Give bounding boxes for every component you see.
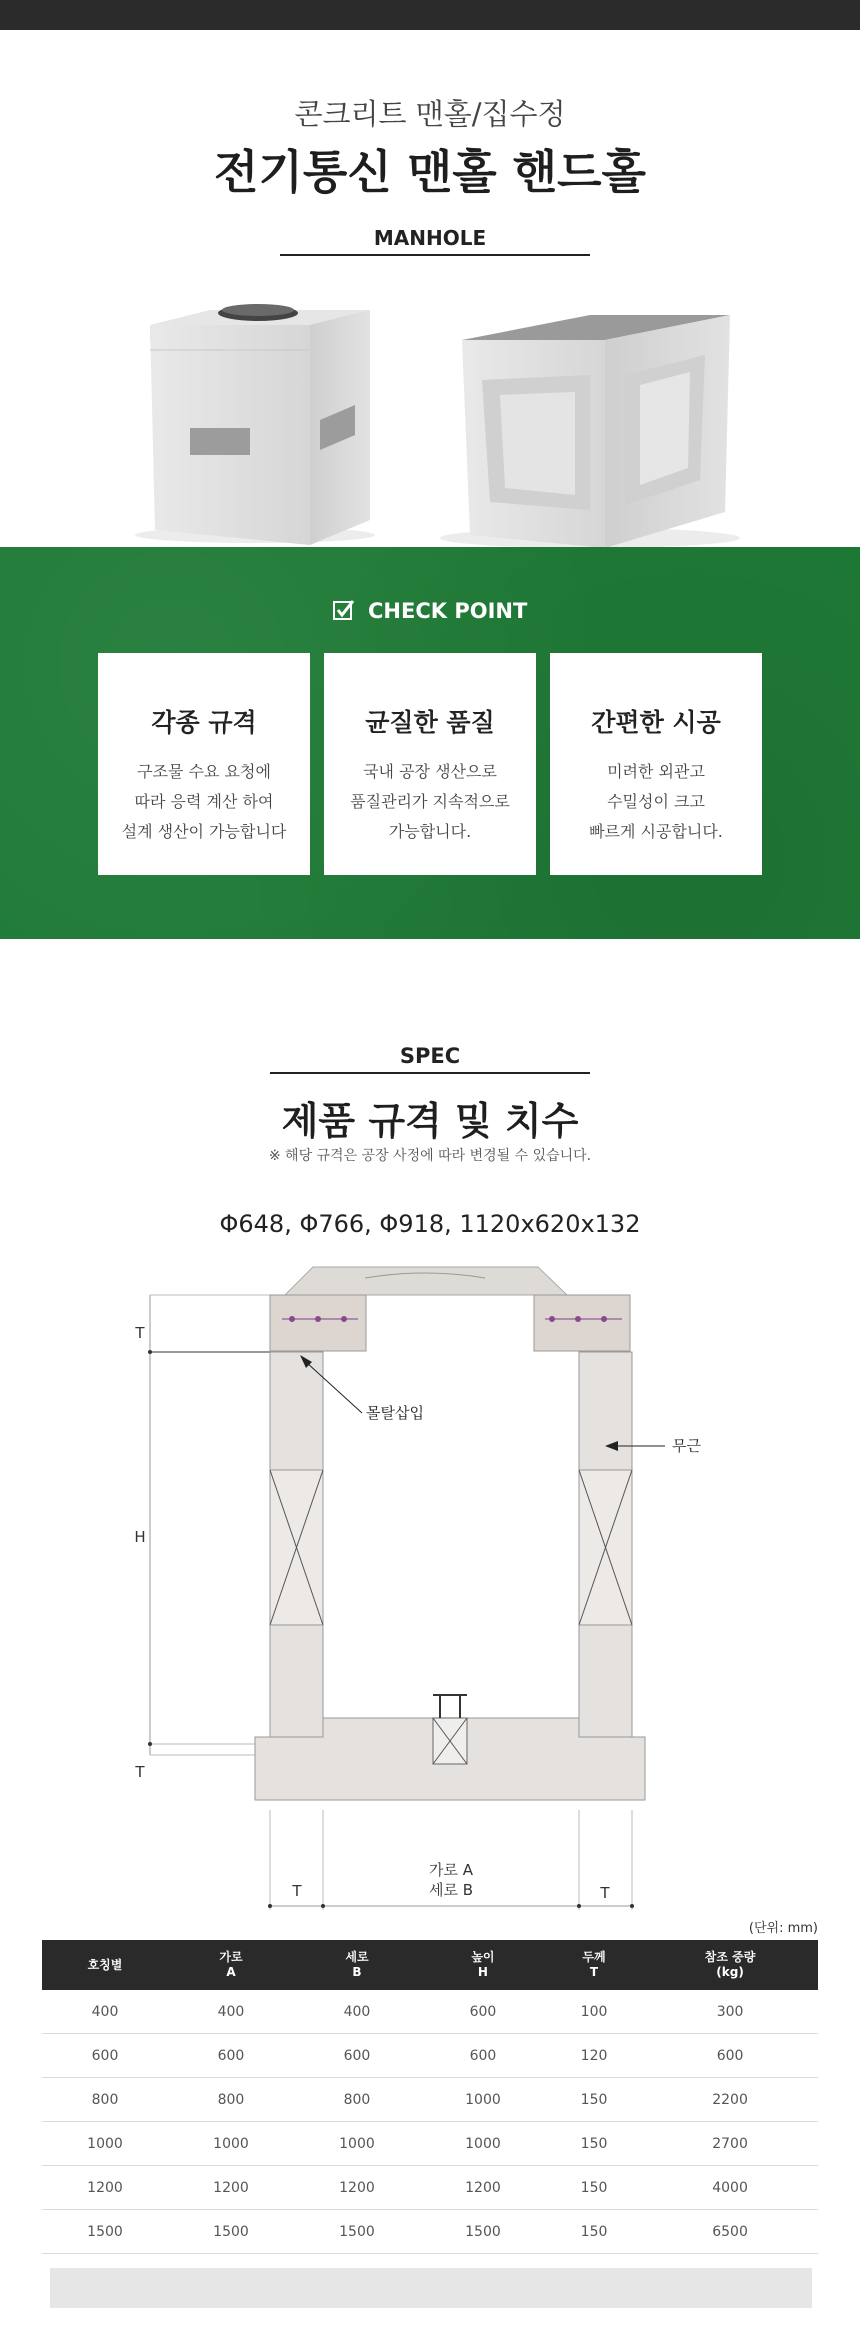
manhole-image-left — [135, 304, 375, 545]
table-cell: 120 — [546, 2034, 642, 2078]
table-cell: 600 — [642, 2034, 818, 2078]
check-card-text: 구조물 수요 요청에 따라 응력 계산 하여 설계 생산이 가능합니다 — [121, 762, 287, 841]
hero-label: MANHOLE — [373, 226, 487, 250]
spec-divider — [270, 1072, 590, 1074]
table-cell: 1000 — [168, 2122, 294, 2166]
check-card-text: 미려한 외관고 수밀성이 크고 빠르게 시공합니다. — [589, 762, 723, 841]
spec-title: 제품 규격 및 치수 — [281, 1099, 579, 1143]
check-card-title: 간편한 시공 — [591, 708, 721, 737]
check-point-title: CHECK POINT — [368, 599, 528, 623]
table-header: 두께 T — [546, 1940, 642, 1990]
table-cell: 600 — [420, 2034, 546, 2078]
table-cell: 400 — [42, 1990, 168, 2034]
manhole-image-right — [440, 315, 740, 548]
table-header: 가로 A — [168, 1940, 294, 1990]
table-cell: 1500 — [294, 2210, 420, 2254]
table-row — [42, 1990, 818, 2034]
dim-label-right-t: T — [600, 1884, 610, 1902]
table-cell: 1000 — [420, 2122, 546, 2166]
table-cell: 800 — [294, 2078, 420, 2122]
table-cell: 1200 — [294, 2166, 420, 2210]
table-row — [42, 2210, 818, 2254]
table-cell: 1000 — [294, 2122, 420, 2166]
spec-label: SPEC — [399, 1044, 461, 1068]
rebar-callout: 무근 — [672, 1437, 701, 1455]
mortar-callout: 몰탈삽입 — [366, 1404, 424, 1422]
check-card-1 — [98, 653, 310, 875]
check-card-3 — [550, 653, 762, 875]
check-card-2 — [324, 653, 536, 875]
check-card-title: 각종 규격 — [151, 708, 257, 737]
top-slab — [270, 1267, 630, 1351]
table-cell: 1200 — [420, 2166, 546, 2210]
table-cell: 1500 — [420, 2210, 546, 2254]
table-header: 참조 중량 (kg) — [642, 1940, 818, 1990]
table-cell: 100 — [546, 1990, 642, 2034]
spec-dimensions: Φ648, Φ766, Φ918, 1120x620x132 — [219, 1210, 641, 1238]
table-cell: 1200 — [168, 2166, 294, 2210]
manhole-section-diagram — [0, 1250, 860, 1915]
side-walls — [270, 1352, 632, 1737]
table-cell: 600 — [420, 1990, 546, 2034]
table-cell: 400 — [294, 1990, 420, 2034]
table-header: 호칭별 — [42, 1940, 168, 1990]
table-cell: 2700 — [642, 2122, 818, 2166]
dim-label-bottom-t: T — [135, 1763, 145, 1781]
hero-title: 전기통신 맨홀 핸드홀 — [214, 145, 646, 199]
checkbox-icon — [333, 599, 355, 621]
check-point-section — [0, 547, 860, 939]
table-row — [42, 2078, 818, 2122]
top-bar — [0, 0, 860, 30]
table-header: 세로 B — [294, 1940, 420, 1990]
table-cell: 600 — [168, 2034, 294, 2078]
check-card-text: 국내 공장 생산으로 품질관리가 지속적으로 가능합니다. — [350, 762, 510, 841]
check-card-title: 균질한 품질 — [365, 708, 495, 737]
table-cell: 150 — [546, 2078, 642, 2122]
table-cell: 300 — [642, 1990, 818, 2034]
table-cell: 150 — [546, 2122, 642, 2166]
table-cell: 1500 — [168, 2210, 294, 2254]
dim-label-width-b: 세로 B — [428, 1881, 474, 1899]
table-cell: 1200 — [42, 2166, 168, 2210]
hero-section — [0, 30, 860, 547]
hero-subtitle: 콘크리트 맨홀/집수정 — [294, 97, 566, 131]
check-point-heading — [0, 599, 860, 623]
table-header-row — [42, 1940, 818, 1990]
table-cell: 800 — [168, 2078, 294, 2122]
table-header: 높이 H — [420, 1940, 546, 1990]
table-row — [42, 2166, 818, 2210]
table-cell: 1500 — [42, 2210, 168, 2254]
dim-label-top-t: T — [135, 1324, 145, 1342]
spec-note: ※ 해당 규격은 공장 사정에 따라 변경될 수 있습니다. — [268, 1148, 592, 1164]
table-cell: 400 — [168, 1990, 294, 2034]
table-row — [42, 2122, 818, 2166]
table-cell: 2200 — [642, 2078, 818, 2122]
manhole-product-images — [0, 280, 860, 550]
footer-bar — [50, 2268, 812, 2308]
dim-label-left-t: T — [292, 1882, 302, 1900]
table-cell: 150 — [546, 2210, 642, 2254]
table-cell: 4000 — [642, 2166, 818, 2210]
table-cell: 6500 — [642, 2210, 818, 2254]
table-cell: 600 — [294, 2034, 420, 2078]
dim-label-width-a: 가로 A — [428, 1861, 474, 1879]
table-cell: 600 — [42, 2034, 168, 2078]
table-cell: 800 — [42, 2078, 168, 2122]
table-cell: 1000 — [42, 2122, 168, 2166]
table-row — [42, 2034, 818, 2078]
table-cell: 1000 — [420, 2078, 546, 2122]
table-cell: 150 — [546, 2166, 642, 2210]
dim-label-h: H — [134, 1528, 146, 1546]
spec-table — [42, 1940, 818, 2254]
hero-divider — [280, 254, 590, 256]
table-unit: (단위: mm) — [748, 1921, 818, 1936]
